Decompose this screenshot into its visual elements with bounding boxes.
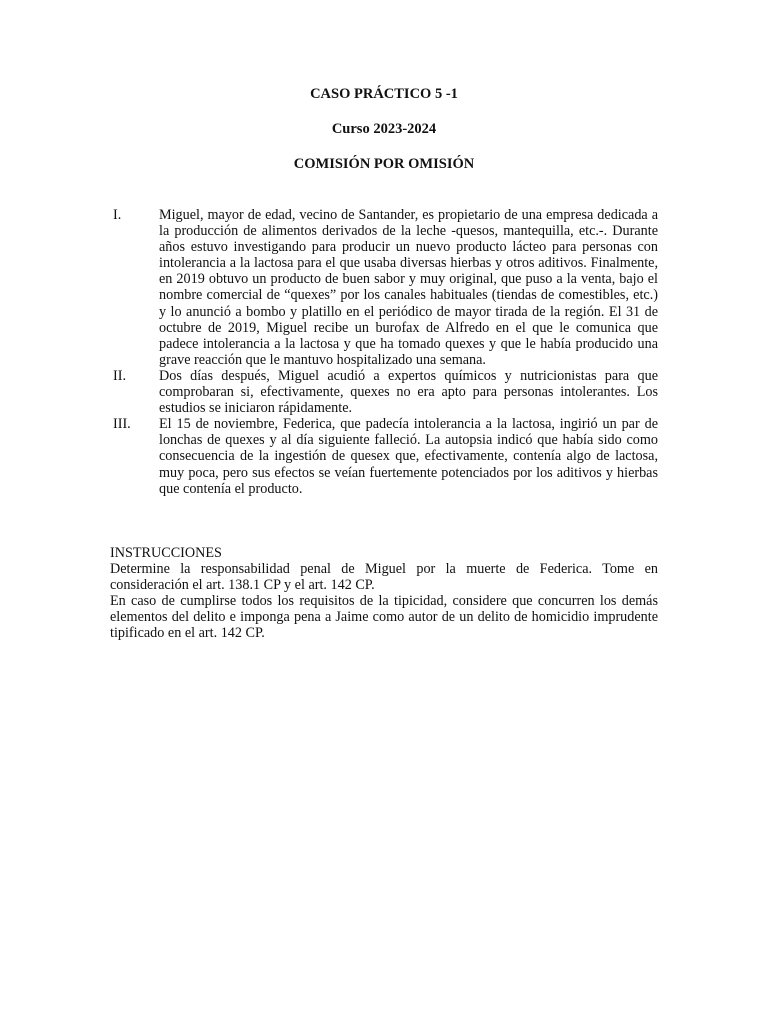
case-text: Dos días después, Miguel acudió a expertos químicos y nutricionistas para que comprobaran si, efectivamente, quexes no era apto para personas intolerantes. Los estudios se iniciaron rápidamente. xyxy=(159,367,658,417)
case-list xyxy=(113,207,658,497)
case-text: El 15 de noviembre, Federica, que padecía intolerancia a la lactosa, ingirió un par de lonchas de quexes y al día siguiente falleció. La autopsia indicó que había sido como consecuencia de la ingestión de quesex que, efectivamente, contenía algo de lactosa, muy poca, pero sus efectos se veían fuertemente potenciados por los aditivos y hierbas que contenía el producto. xyxy=(159,416,658,497)
instructions-paragraph: En caso de cumplirse todos los requisitos de la tipicidad, considere que concurren los demás elementos del delito e imponga pena a Jaime como autor de un delito de homicidio imprudente tipificado en el art. 142 CP. xyxy=(110,593,658,642)
case-item xyxy=(113,416,658,496)
instructions-paragraph: Determine la responsabilidad penal de Miguel por la muerte de Federica. Tome en consideración el art. 138.1 CP y el art. 142 CP. xyxy=(110,561,658,594)
document-topic: COMISIÓN POR OMISIÓN xyxy=(293,156,475,172)
document-title: CASO PRÁCTICO 5 -1 xyxy=(310,86,458,102)
case-numeral: I. xyxy=(113,207,122,223)
instructions-heading: INSTRUCCIONES xyxy=(110,545,222,561)
case-numeral: II. xyxy=(113,367,126,384)
instructions-section xyxy=(110,545,658,642)
case-numeral: III. xyxy=(113,416,131,433)
case-item xyxy=(113,368,658,416)
course-year: Curso 2023-2024 xyxy=(331,121,437,137)
case-item xyxy=(113,207,658,368)
case-text: Miguel, mayor de edad, vecino de Santander, es propietario de una empresa dedicada a la producción de alimentos derivados de la leche -quesos, mantequilla, etc.-. Durante años estuvo investigando para producir un nuevo producto lácteo para personas con intolerancia a la lactosa para el que usaba diversas hierbas y otros aditivos. Finalmente, en 2019 obtuvo un producto de buen sabor y muy original, que puso a la venta, bajo el nombre comercial de “quexes” por los canales habituales (tiendas de comestibles, etc.) y lo anunció a bombo y platillo en el periódico de mayor tirada de la región. El 31 de octubre de 2019, Miguel recibe un burofax de Alfredo en el que le comunica que padece intolerancia a la lactosa y que ha tomado quexes y que le había producido una grave reacción que le mantuvo hospitalizado una semana. xyxy=(159,207,658,368)
